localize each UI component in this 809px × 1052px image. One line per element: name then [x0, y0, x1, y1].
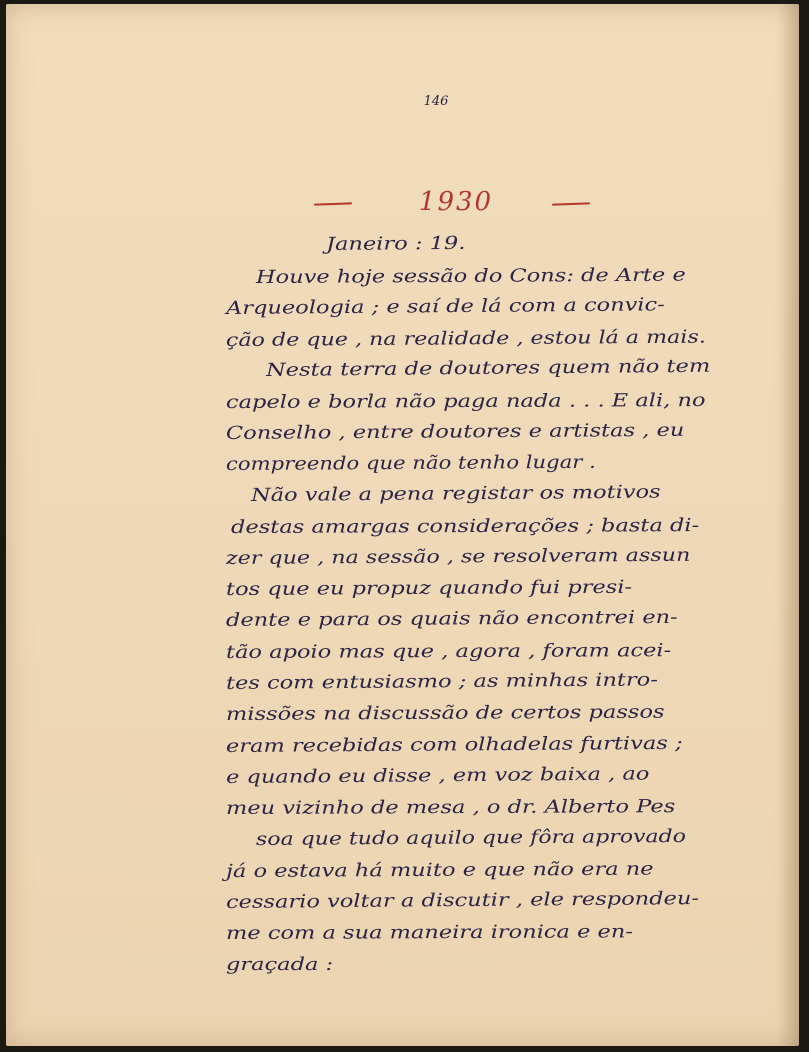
manuscript-line: já o estava há muito e que não era ne — [225, 858, 654, 882]
manuscript-line: ção de que , na realidade , estou lá a mais. — [225, 326, 706, 351]
manuscript-line: destas amargas considerações ; basta di- — [230, 515, 700, 538]
manuscript-line: eram recebidas com olhadelas furtivas ; — [225, 732, 683, 757]
manuscript-line: Não vale a pena registar os motivos — [250, 481, 661, 506]
manuscript-line: dente e para os quais não encontrei en- — [225, 606, 678, 631]
manuscript-body — [206, 232, 711, 975]
manuscript-line: soa que tudo aquilo que fôra aprovado — [255, 825, 687, 850]
year-dash-left — [314, 202, 352, 205]
manuscript-line: tão apoio mas que , agora , foram acei- — [225, 640, 672, 663]
manuscript-line: tos que eu propuz quando fui presi- — [225, 576, 633, 600]
manuscript-line: compreendo que não tenho lugar . — [225, 451, 596, 475]
manuscript-line: graçada : — [226, 954, 334, 975]
manuscript-line: tes com entusiasmo ; as minhas intro- — [225, 669, 658, 694]
page-number: 146 — [423, 94, 449, 109]
manuscript-line: Nesta terra de doutores quem não tem — [265, 355, 711, 381]
year-dash-right — [552, 202, 590, 205]
manuscript-line: Conselho , entre doutores e artistas , eu — [225, 419, 685, 444]
manuscript-line: Arqueologia ; e saí de lá com a convic- — [225, 294, 665, 319]
year-heading — [306, 187, 606, 223]
manuscript-line: cessario voltar a discutir , ele respondeu- — [225, 888, 700, 913]
manuscript-line: Janeiro : 19. — [325, 232, 466, 255]
manuscript-line: Houve hoje sessão do Cons: de Arte e — [255, 264, 686, 288]
manuscript-line: e quando eu disse , em voz baixa , ao — [225, 763, 650, 788]
manuscript-line: missões na discussão de certos passos — [225, 701, 665, 725]
manuscript-line: capelo e borla não paga nada . . . E ali, no — [225, 389, 706, 413]
manuscript-page — [6, 4, 799, 1046]
manuscript-line: zer que , na sessão , se resolveram assun — [225, 544, 691, 569]
manuscript-line: meu vizinho de mesa , o dr. Alberto Pes — [225, 796, 676, 819]
manuscript-line: me com a sua maneira ironica e en- — [225, 921, 633, 944]
year-title: 1930 — [418, 187, 494, 217]
